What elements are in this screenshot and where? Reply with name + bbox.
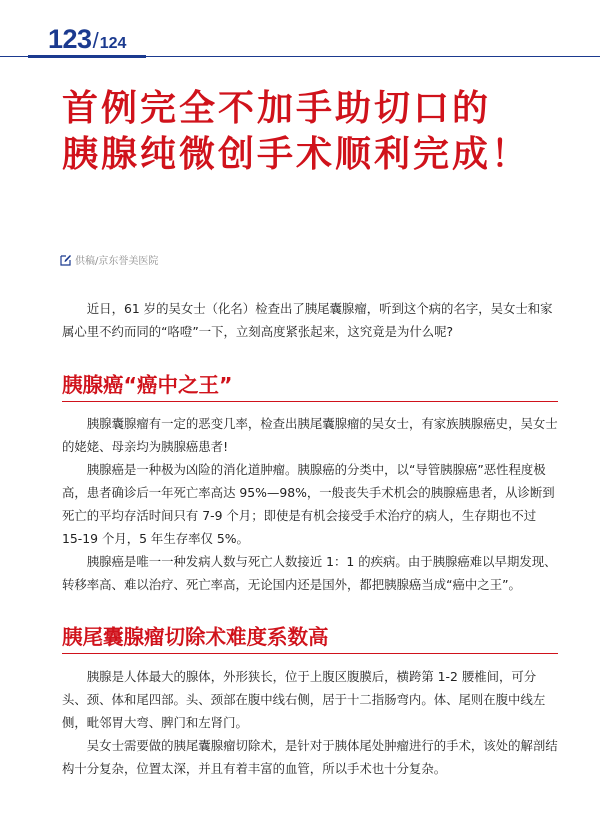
section2-body (62, 665, 558, 780)
section2-paragraph: 胰腺是人体最大的腺体，外形狭长，位于上腹区腹膜后，横跨第 1-2 腰椎间，可分头、颈、体和尾四部。头、颈部在腹中线右侧，居于十二指肠弯内。体、尾则在腹中线左侧，毗邻胃大弯、脾门和左肾门。 (62, 669, 546, 730)
title-line-1: 首例完全不加手助切口的 (62, 88, 492, 129)
section1-body (62, 412, 558, 596)
title-line-2: 胰腺纯微创手术顺利完成！ (62, 134, 531, 175)
section1-paragraph: 胰腺癌是一种极为凶险的消化道肿瘤。胰腺癌的分类中，以“导管胰腺癌”恶性程度极高，患者确诊后一年死亡率高达 95%—98%，一般丧失手术机会的胰腺癌患者，从诊断到死亡的平均存活时间只有 7-9 个月；即使是有机会接受手术治疗的病人，生存期也不过 15-19 个月，5 年生存率仅 5%。 (62, 462, 555, 546)
section2-divider (62, 653, 558, 654)
page-number-slash: / (92, 28, 99, 53)
source-credit (60, 252, 158, 267)
page-number (48, 24, 126, 55)
edit-icon (60, 254, 72, 266)
intro-paragraph: 近日，61 岁的吴女士（化名）检查出了胰尾囊腺瘤，听到这个病的名字，吴女士和家属心里不约而同的“咯噔”一下，立刻高度紧张起来，这究竟是为什么呢? (62, 301, 553, 339)
section2-heading: 胰尾囊腺瘤切除术难度系数高 (62, 625, 329, 649)
source-text: 供稿/京东誉美医院 (75, 256, 159, 267)
page-number-next: 124 (99, 35, 127, 52)
section1-paragraph: 胰腺癌是唯一一种发病人数与死亡人数接近 1：1 的疾病。由于胰腺癌难以早期发现、转移率高、难以治疗、死亡率高，无论国内还是国外，都把胰腺癌当成“癌中之王”。 (62, 554, 557, 592)
section1-divider (62, 401, 558, 402)
header-rule-accent (28, 55, 146, 58)
section1-paragraph: 胰腺囊腺瘤有一定的恶变几率，检查出胰尾囊腺瘤的吴女士，有家族胰腺癌史，吴女士的姥姥、母亲均为胰腺癌患者! (62, 416, 558, 454)
section1-heading: 胰腺癌“癌中之王” (62, 373, 233, 397)
page-number-current: 123 (48, 24, 92, 54)
article-title (62, 86, 530, 178)
section2-paragraph: 吴女士需要做的胰尾囊腺瘤切除术，是针对于胰体尾处肿瘤进行的手术，该处的解剖结构十分复杂，位置太深，并且有着丰富的血管，所以手术也十分复杂。 (62, 738, 558, 776)
